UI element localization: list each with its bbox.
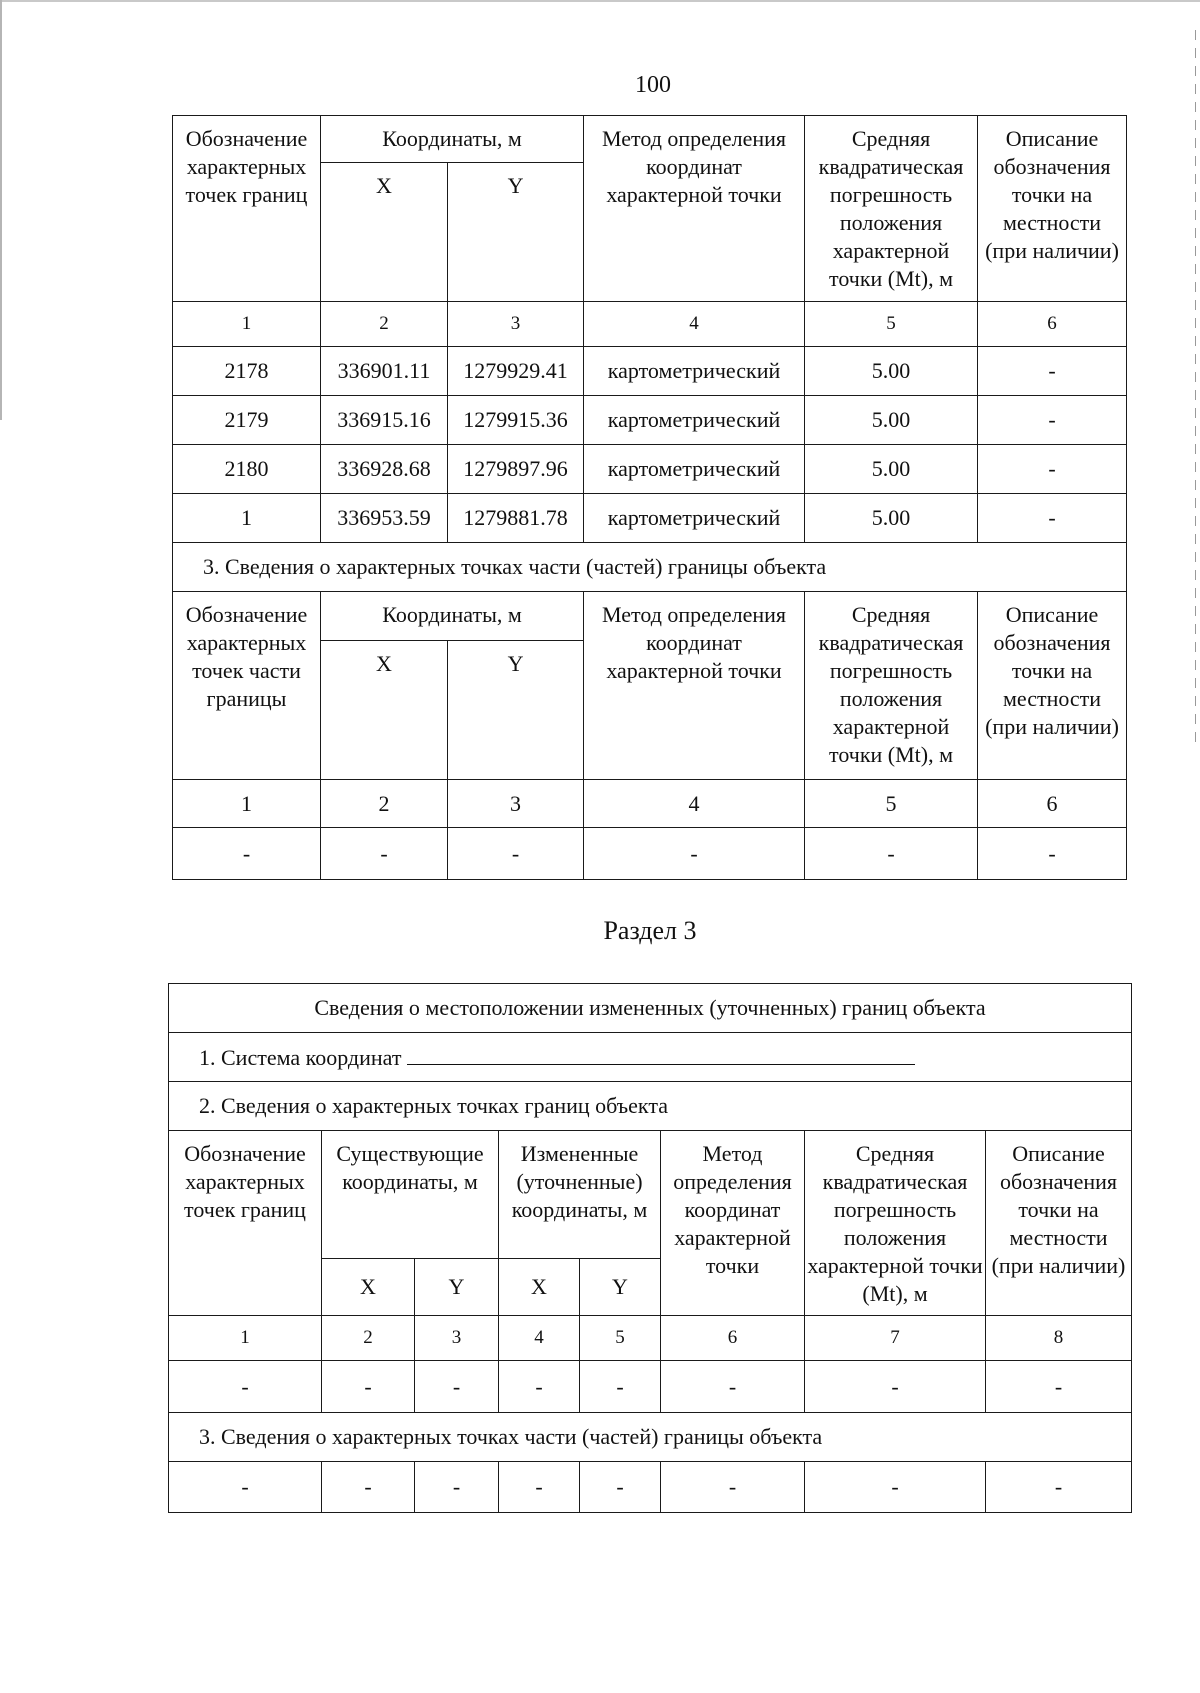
point-description: - (978, 396, 1127, 445)
point-y: 1279897.96 (448, 445, 584, 494)
header-method: Метод определения координат характерной точки (661, 1131, 805, 1316)
table-cell: - (415, 1462, 499, 1513)
header-designation: Обозначение характерных точек границ (169, 1131, 322, 1316)
point-error: 5.00 (805, 494, 978, 543)
col-number: 1 (173, 302, 321, 347)
table-header-row (173, 592, 1127, 641)
point-method: картометрический (584, 396, 805, 445)
point-description: - (978, 445, 1127, 494)
points-heading-row (169, 1082, 1132, 1131)
table-cell: - (805, 1361, 986, 1413)
section-heading-row (169, 984, 1132, 1033)
coordinate-system-label: 1. Система координат (199, 1045, 402, 1070)
table-cell: - (499, 1462, 580, 1513)
point-id: 2180 (173, 445, 321, 494)
table-row (173, 445, 1127, 494)
col-number: 6 (978, 302, 1127, 347)
part-header-method: Метод определения координат характерной точки (584, 592, 805, 780)
point-error: 5.00 (805, 347, 978, 396)
table-header-row (173, 116, 1127, 163)
table-cell: - (986, 1361, 1132, 1413)
table-row (169, 1361, 1132, 1413)
scan-edge-top (0, 0, 1200, 2)
point-y: 1279915.36 (448, 396, 584, 445)
scan-edge-left (0, 0, 2, 420)
part-points-heading: 3. Сведения о характерных точках части (частей) границы объекта (173, 543, 1127, 592)
header-y: Y (448, 163, 584, 302)
table-cell: - (805, 1462, 986, 1513)
table-row (173, 828, 1127, 880)
points-heading: 2. Сведения о характерных точках границ объекта (169, 1082, 1132, 1131)
header-method: Метод определения координат характерной точки (584, 116, 805, 302)
col-number: 5 (805, 302, 978, 347)
col-number: 1 (169, 1316, 322, 1361)
section3-heading: Сведения о местоположении измененных (уточненных) границ объекта (169, 984, 1132, 1033)
col-number: 3 (448, 302, 584, 347)
col-number: 3 (448, 780, 584, 828)
table-row (173, 494, 1127, 543)
col-number: 3 (415, 1316, 499, 1361)
col-number: 1 (173, 780, 321, 828)
header-x-changed: X (499, 1259, 580, 1316)
table-cell: - (448, 828, 584, 880)
point-method: картометрический (584, 347, 805, 396)
table-cell: - (580, 1462, 661, 1513)
coord-system-row (169, 1033, 1132, 1082)
header-designation: Обозначение характерных точек границ (173, 116, 321, 302)
col-number: 4 (584, 302, 805, 347)
header-existing-coordinates: Существующие координаты, м (322, 1131, 499, 1259)
part-heading-row (169, 1413, 1132, 1462)
point-method: картометрический (584, 445, 805, 494)
column-numbers-row (173, 780, 1127, 828)
scan-edge-right (1195, 30, 1196, 750)
table-cell: - (173, 828, 321, 880)
header-changed-coordinates: Измененные (уточненные) координаты, м (499, 1131, 661, 1259)
part-header-designation: Обозначение характерных точек части границы (173, 592, 321, 780)
point-y: 1279929.41 (448, 347, 584, 396)
point-error: 5.00 (805, 396, 978, 445)
header-y-existing: Y (415, 1259, 499, 1316)
table-cell: - (584, 828, 805, 880)
changed-boundaries-table (168, 983, 1132, 1513)
point-x: 336915.16 (321, 396, 448, 445)
header-y-changed: Y (580, 1259, 661, 1316)
table-cell: - (580, 1361, 661, 1413)
table-cell: - (986, 1462, 1132, 1513)
part-header-error: Средняя квадратическая погрешность положения характерной точки (Mt), м (805, 592, 978, 780)
header-coordinates: Координаты, м (321, 116, 584, 163)
header-description: Описание обозначения точки на местности (при наличии) (986, 1131, 1132, 1316)
point-description: - (978, 347, 1127, 396)
col-number: 5 (805, 780, 978, 828)
section-title: Раздел 3 (603, 916, 697, 945)
point-id: 1 (173, 494, 321, 543)
col-number: 2 (321, 780, 448, 828)
table-cell: - (169, 1462, 322, 1513)
table-cell: - (661, 1361, 805, 1413)
boundary-points-table (172, 115, 1127, 880)
table-row (173, 347, 1127, 396)
col-number: 6 (978, 780, 1127, 828)
col-number: 2 (321, 302, 448, 347)
col-number: 7 (805, 1316, 986, 1361)
header-error: Средняя квадратическая погрешность положения характерной точки (Mt), м (805, 1131, 986, 1316)
column-numbers-row (169, 1316, 1132, 1361)
table-cell: - (805, 828, 978, 880)
table-cell: - (322, 1361, 415, 1413)
table-cell: - (415, 1361, 499, 1413)
part-header-x: X (321, 641, 448, 780)
coordinate-system-field (169, 1033, 1132, 1082)
col-number: 8 (986, 1316, 1132, 1361)
part-points-heading: 3. Сведения о характерных точках части (частей) границы объекта (169, 1413, 1132, 1462)
part-heading-row (173, 543, 1127, 592)
table-cell: - (322, 1462, 415, 1513)
point-method: картометрический (584, 494, 805, 543)
point-x: 336928.68 (321, 445, 448, 494)
point-id: 2179 (173, 396, 321, 445)
header-error: Средняя квадратическая погрешность положения характерной точки (Mt), м (805, 116, 978, 302)
point-x: 336901.11 (321, 347, 448, 396)
table-row (169, 1462, 1132, 1513)
part-header-y: Y (448, 641, 584, 780)
point-error: 5.00 (805, 445, 978, 494)
col-number: 5 (580, 1316, 661, 1361)
table-cell: - (169, 1361, 322, 1413)
point-y: 1279881.78 (448, 494, 584, 543)
point-id: 2178 (173, 347, 321, 396)
point-description: - (978, 494, 1127, 543)
column-numbers-row (173, 302, 1127, 347)
col-number: 4 (499, 1316, 580, 1361)
table-cell: - (321, 828, 448, 880)
col-number: 6 (661, 1316, 805, 1361)
header-x: X (321, 163, 448, 302)
point-x: 336953.59 (321, 494, 448, 543)
table-cell: - (499, 1361, 580, 1413)
table-cell: - (978, 828, 1127, 880)
table-header-row (169, 1131, 1132, 1259)
col-number: 2 (322, 1316, 415, 1361)
coordinate-system-blank (407, 1042, 915, 1065)
header-x-existing: X (322, 1259, 415, 1316)
header-description: Описание обозначения точки на местности (при наличии) (978, 116, 1127, 302)
table-row (173, 396, 1127, 445)
page-number: 100 (635, 72, 671, 98)
table-cell: - (661, 1462, 805, 1513)
col-number: 4 (584, 780, 805, 828)
part-header-description: Описание обозначения точки на местности (при наличии) (978, 592, 1127, 780)
part-header-coordinates: Координаты, м (321, 592, 584, 641)
